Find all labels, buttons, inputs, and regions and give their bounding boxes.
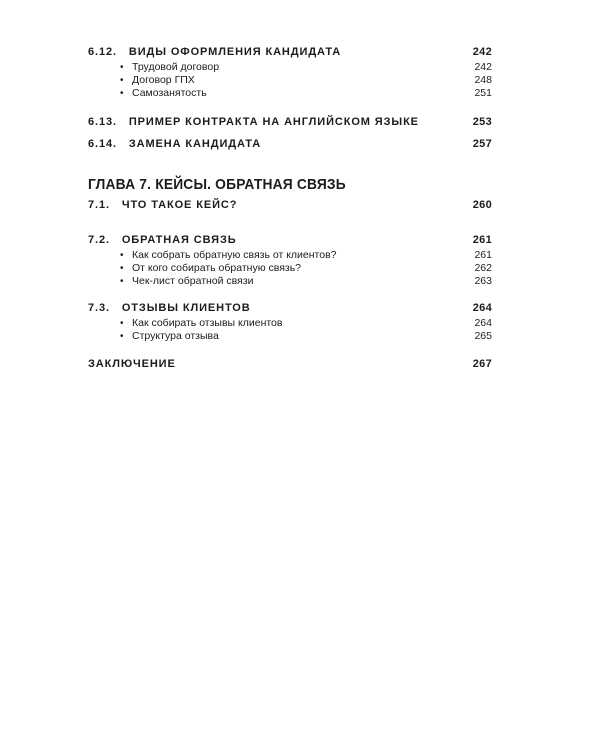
subitem-page: 265 [474, 330, 492, 342]
subitem-label: Договор ГПХ [132, 74, 195, 86]
subitem-label: От кого собирать обратную связь? [132, 262, 302, 274]
subitem-label: Структура отзыва [132, 330, 219, 342]
bullet-icon: • [120, 62, 124, 73]
toc-subitem [120, 61, 492, 74]
section-page: 242 [472, 46, 492, 58]
section-title: ЧТО ТАКОЕ КЕЙС? [121, 199, 238, 211]
bullet-icon: • [120, 276, 124, 287]
bullet-icon: • [120, 263, 124, 274]
section-number: 6.13. [88, 116, 117, 128]
toc-subitem [120, 74, 492, 87]
chapter-title: ГЛАВА 7. КЕЙСЫ. ОБРАТНАЯ СВЯЗЬ [88, 176, 346, 193]
section-number: 7.2. [88, 234, 110, 246]
section-title: ВИДЫ ОФОРМЛЕНИЯ КАНДИДАТА [128, 46, 342, 58]
toc-subitem [120, 330, 492, 343]
subitem-label: Как собрать обратную связь от клиентов? [132, 249, 337, 261]
section-number: 6.14. [88, 138, 117, 150]
subitem-label: Трудовой договор [132, 61, 220, 73]
subitem-page: 242 [474, 61, 492, 73]
toc-subitem [120, 249, 492, 262]
section-title: ОТЗЫВЫ КЛИЕНТОВ [121, 302, 251, 314]
toc-section-7-2 [88, 234, 492, 288]
toc-subitem [120, 275, 492, 288]
bullet-icon: • [120, 250, 124, 261]
subitem-label: Чек-лист обратной связи [132, 275, 254, 287]
subitem-page: 251 [474, 87, 492, 99]
subitem-page: 264 [474, 317, 492, 329]
subitem-page: 261 [474, 249, 492, 261]
section-title: ОБРАТНАЯ СВЯЗЬ [121, 234, 237, 246]
section-page: 267 [472, 358, 492, 370]
section-page: 260 [472, 199, 492, 211]
section-number: 6.12. [88, 46, 117, 58]
section-page: 257 [472, 138, 492, 150]
subitem-label: Как собирать отзывы клиентов [132, 317, 283, 329]
toc-section-6-14 [88, 138, 492, 150]
subitem-page: 262 [474, 262, 492, 274]
toc-section-6-13 [88, 116, 492, 128]
bullet-icon: • [120, 88, 124, 99]
section-page: 261 [472, 234, 492, 246]
toc-subitem [120, 87, 492, 100]
toc-subitem [120, 317, 492, 330]
toc-section-6-12 [88, 46, 492, 100]
toc-subitem [120, 262, 492, 275]
toc-section-7-1 [88, 199, 492, 211]
toc-conclusion [88, 358, 492, 370]
section-title: ПРИМЕР КОНТРАКТА НА АНГЛИЙСКОМ ЯЗЫКЕ [128, 116, 419, 128]
bullet-icon: • [120, 318, 124, 329]
subitem-page: 263 [474, 275, 492, 287]
subitem-page: 248 [474, 74, 492, 86]
section-number: 7.1. [88, 199, 110, 211]
subitem-label: Самозанятость [132, 87, 207, 99]
toc-section-7-3 [88, 302, 492, 343]
bullet-icon: • [120, 331, 124, 342]
section-number: 7.3. [88, 302, 110, 314]
section-page: 264 [472, 302, 492, 314]
section-title: ЗАКЛЮЧЕНИЕ [88, 358, 176, 370]
bullet-icon: • [120, 75, 124, 86]
section-page: 253 [472, 116, 492, 128]
section-title: ЗАМЕНА КАНДИДАТА [128, 138, 262, 150]
